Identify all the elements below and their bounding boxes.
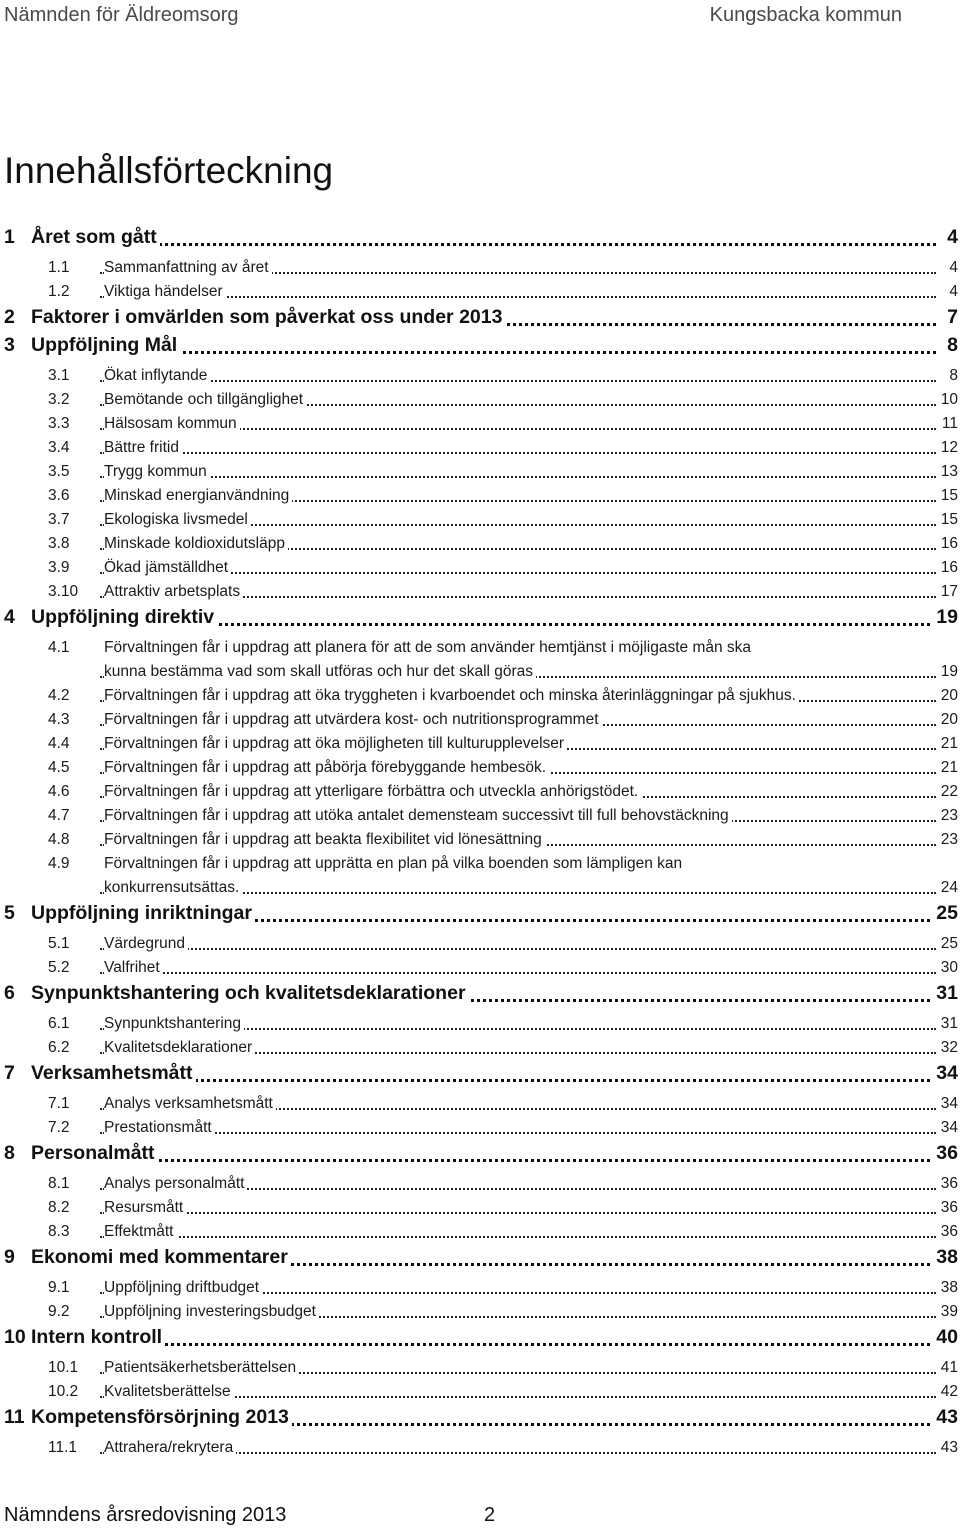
toc-section-entry[interactable] — [0, 388, 960, 412]
toc-entry-title: Förvaltningen får i uppdrag att utvärdera kost- och nutritionsprogrammet — [104, 711, 602, 729]
toc-section-entry[interactable] — [0, 460, 960, 484]
toc-entry-page: 43 — [938, 1439, 958, 1457]
toc-entry-title: Prestationsmått — [104, 1119, 215, 1137]
toc-dot-leader — [100, 1077, 936, 1082]
toc-entry-number: 3 — [4, 334, 15, 356]
toc-entry-number: 9.2 — [48, 1303, 70, 1320]
toc-entry-title: Uppföljning direktiv — [31, 606, 217, 629]
toc-section-entry[interactable] — [0, 556, 960, 580]
toc-section-entry[interactable] — [0, 804, 960, 828]
toc-entry-page: 8 — [946, 367, 958, 385]
toc-entry-number: 2 — [4, 306, 15, 328]
toc-entry-title: Året som gått — [31, 226, 160, 249]
toc-entry-title: Kvalitetsdeklarationer — [104, 1039, 255, 1057]
toc-entry-number: 6 — [4, 982, 15, 1004]
toc-entry-page: 8 — [944, 334, 958, 357]
toc-entry-title: Synpunktshantering och kvalitetsdeklarationer — [31, 982, 469, 1005]
toc-entry-title: Bemötande och tillgänglighet — [104, 391, 306, 409]
toc-dot-leader — [100, 450, 936, 454]
toc-entry-title-continued: konkurrensutsättas. — [104, 879, 242, 897]
toc-entry-page: 21 — [938, 759, 958, 777]
toc-section-entry[interactable] — [0, 708, 960, 732]
toc-section-entry[interactable] — [0, 1356, 960, 1380]
toc-entry-title: Resursmått — [104, 1199, 186, 1217]
toc-entry-number: 7.1 — [48, 1095, 70, 1112]
toc-entry-page: 4 — [946, 283, 958, 301]
toc-section-entry[interactable] — [0, 508, 960, 532]
toc-entry-title: Intern kontroll — [31, 1326, 165, 1349]
toc-entry-title: Hälsosam kommun — [104, 415, 240, 433]
toc-entry-number: 10 — [4, 1326, 26, 1348]
toc-entry-number: 3.9 — [48, 559, 70, 576]
footer-page-number: 2 — [484, 1504, 496, 1526]
toc-entry-title: Förvaltningen får i uppdrag att planera för att de som använder hemtjänst i möjligaste mån ska — [104, 639, 754, 657]
toc-entry-page: 42 — [938, 1383, 958, 1401]
toc-section-entry[interactable] — [0, 280, 960, 304]
page-title: Innehållsförteckning — [4, 150, 334, 191]
toc-entry-page: 22 — [938, 783, 958, 801]
toc-entry-title: Sammanfattning av året — [104, 259, 272, 277]
toc-entry-number: 4.1 — [48, 639, 70, 656]
toc-section-entry[interactable] — [0, 580, 960, 604]
toc-entry-page: 38 — [933, 1246, 958, 1269]
toc-section-entry[interactable] — [0, 1172, 960, 1196]
toc-entry-page: 11 — [939, 415, 958, 433]
toc-section-entry[interactable] — [0, 412, 960, 436]
toc-entry-page: 36 — [938, 1223, 958, 1241]
toc-entry-title: Synpunktshantering — [104, 1015, 244, 1033]
header-organization: Nämnden för Äldreomsorg — [4, 4, 239, 26]
toc-entry-number: 9.1 — [48, 1279, 70, 1296]
toc-entry-page: 39 — [938, 1303, 958, 1321]
toc-chapter-entry[interactable] — [0, 1244, 960, 1272]
toc-entry-number: 8.1 — [48, 1175, 70, 1192]
toc-section-entry[interactable] — [0, 956, 960, 980]
toc-entry-title: Förvaltningen får i uppdrag att beakta flexibilitet vid lönesättning — [104, 831, 545, 849]
toc-dot-leader — [100, 970, 936, 974]
toc-section-entry[interactable] — [0, 1276, 960, 1300]
header-municipality: Kungsbacka kommun — [709, 4, 902, 26]
toc-entry-title-continued: kunna bestämma vad som skall utföras och hur det skall göras — [104, 663, 536, 681]
toc-dot-leader — [100, 1157, 936, 1162]
toc-entry-number: 4.9 — [48, 855, 70, 872]
toc-entry-title: Uppföljning inriktningar — [31, 902, 255, 925]
toc-entry-page: 40 — [933, 1326, 958, 1349]
toc-entry-title: Analys personalmått — [104, 1175, 247, 1193]
toc-chapter-entry[interactable] — [0, 1324, 960, 1352]
toc-entry-page: 25 — [933, 902, 958, 925]
toc-dot-leader — [100, 946, 936, 950]
toc-entry-number: 7 — [4, 1062, 15, 1084]
toc-entry-page: 4 — [944, 226, 958, 249]
toc-section-entry[interactable] — [0, 852, 960, 900]
toc-entry-title: Uppföljning Mål — [31, 334, 180, 357]
toc-entry-page: 25 — [938, 935, 958, 953]
toc-dot-leader — [100, 1130, 936, 1134]
toc-entry-number: 1 — [4, 226, 15, 248]
toc-entry-number: 1.2 — [48, 283, 70, 300]
table-of-contents — [0, 224, 960, 1460]
toc-entry-page: 21 — [938, 735, 958, 753]
toc-section-entry[interactable] — [0, 1036, 960, 1060]
toc-section-entry[interactable] — [0, 532, 960, 556]
toc-section-entry[interactable] — [0, 1196, 960, 1220]
footer-document-title: Nämndens årsredovisning 2013 — [4, 1504, 287, 1526]
toc-entry-number: 6.1 — [48, 1015, 70, 1032]
toc-entry-page: 12 — [938, 439, 958, 457]
toc-entry-title: Förvaltningen får i uppdrag att upprätta en plan på vilka boenden som lämpligen kan — [104, 855, 685, 873]
toc-entry-number: 4.2 — [48, 687, 70, 704]
toc-entry-number: 5 — [4, 902, 15, 924]
toc-section-entry[interactable] — [0, 1012, 960, 1036]
toc-section-entry[interactable] — [0, 1116, 960, 1140]
toc-entry-title: Analys verksamhetsmått — [104, 1095, 276, 1113]
toc-entry-number: 3.4 — [48, 439, 70, 456]
toc-entry-number: 3.6 — [48, 487, 70, 504]
toc-dot-leader — [100, 1210, 936, 1214]
toc-entry-number: 4.6 — [48, 783, 70, 800]
toc-chapter-entry[interactable] — [0, 224, 960, 252]
toc-section-entry[interactable] — [0, 932, 960, 956]
toc-section-entry[interactable] — [0, 436, 960, 460]
toc-entry-page: 30 — [938, 959, 958, 977]
toc-entry-page: 36 — [938, 1199, 958, 1217]
toc-entry-number: 3.8 — [48, 535, 70, 552]
toc-entry-page: 16 — [938, 559, 958, 577]
toc-entry-number: 7.2 — [48, 1119, 70, 1136]
toc-entry-number: 1.1 — [48, 259, 70, 276]
toc-entry-title: Minskad energianvändning — [104, 487, 292, 505]
toc-entry-title: Effektmått — [104, 1223, 177, 1241]
toc-section-entry[interactable] — [0, 684, 960, 708]
toc-entry-page: 23 — [938, 831, 958, 849]
page-header — [0, 4, 960, 32]
toc-entry-page: 31 — [938, 1015, 958, 1033]
toc-entry-title: Personalmått — [31, 1142, 158, 1165]
toc-entry-title: Kompetensförsörjning 2013 — [31, 1406, 292, 1429]
toc-entry-title: Valfrihet — [104, 959, 163, 977]
toc-entry-title: Förvaltningen får i uppdrag att påbörja förebyggande hembesök. — [104, 759, 549, 777]
toc-entry-page: 19 — [933, 606, 958, 629]
toc-entry-page: 7 — [944, 306, 958, 329]
toc-entry-page: 34 — [938, 1119, 958, 1137]
toc-entry-title: Faktorer i omvärlden som påverkat oss under 2013 — [31, 306, 505, 329]
toc-entry-title: Värdegrund — [104, 935, 188, 953]
toc-entry-page: 31 — [933, 982, 958, 1005]
toc-section-entry[interactable] — [0, 1300, 960, 1324]
toc-entry-title: Ekonomi med kommentarer — [31, 1246, 291, 1269]
toc-entry-page: 41 — [938, 1359, 958, 1377]
toc-entry-number: 3.1 — [48, 367, 70, 384]
toc-entry-page: 34 — [933, 1062, 958, 1085]
toc-section-entry[interactable] — [0, 1220, 960, 1244]
toc-chapter-entry[interactable] — [0, 1060, 960, 1088]
toc-dot-leader — [100, 474, 936, 478]
toc-entry-page: 24 — [938, 879, 958, 897]
toc-entry-title: Viktiga händelser — [104, 283, 226, 301]
toc-entry-page: 34 — [938, 1095, 958, 1113]
toc-section-entry[interactable] — [0, 484, 960, 508]
toc-entry-title: Trygg kommun — [104, 463, 210, 481]
toc-entry-number: 4 — [4, 606, 15, 628]
toc-entry-number: 8.3 — [48, 1223, 70, 1240]
toc-chapter-entry[interactable] — [0, 332, 960, 360]
toc-section-entry[interactable] — [0, 1092, 960, 1116]
toc-entry-number: 8 — [4, 1142, 15, 1164]
toc-entry-title: Kvalitetsberättelse — [104, 1383, 234, 1401]
toc-entry-page: 36 — [933, 1142, 958, 1165]
toc-entry-page: 38 — [938, 1279, 958, 1297]
toc-section-entry[interactable] — [0, 1380, 960, 1404]
toc-entry-title: Bättre fritid — [104, 439, 182, 457]
toc-entry-page: 4 — [946, 259, 958, 277]
toc-entry-number: 6.2 — [48, 1039, 70, 1056]
toc-entry-number: 4.4 — [48, 735, 70, 752]
toc-entry-number: 9 — [4, 1246, 15, 1268]
toc-section-entry[interactable] — [0, 256, 960, 280]
toc-entry-number: 10.2 — [48, 1383, 79, 1400]
toc-entry-page: 19 — [938, 663, 958, 681]
toc-entry-number: 4.5 — [48, 759, 70, 776]
toc-chapter-entry[interactable] — [0, 304, 960, 332]
toc-chapter-entry[interactable] — [0, 1140, 960, 1168]
toc-entry-page: 32 — [938, 1039, 958, 1057]
toc-dot-leader — [100, 349, 936, 354]
toc-entry-title: Förvaltningen får i uppdrag att öka tryggheten i kvarboendet och minska återinläggningar på sjukhus. — [104, 687, 799, 705]
toc-entry-page: 20 — [938, 687, 958, 705]
toc-entry-page: 43 — [933, 1406, 958, 1429]
toc-dot-leader — [100, 1341, 936, 1346]
toc-entry-number: 3.10 — [48, 583, 79, 600]
toc-entry-number: 10.1 — [48, 1359, 79, 1376]
toc-dot-leader — [100, 241, 936, 246]
page-footer — [4, 1504, 960, 1528]
toc-entry-number: 3.5 — [48, 463, 70, 480]
toc-dot-leader — [100, 1234, 936, 1238]
toc-entry-page: 15 — [938, 511, 958, 529]
toc-chapter-entry[interactable] — [0, 604, 960, 632]
toc-entry-title: Attrahera/rekrytera — [104, 1439, 236, 1457]
toc-entry-title: Förvaltningen får i uppdrag att ytterligare förbättra och utveckla anhörigstödet. — [104, 783, 641, 801]
toc-section-entry[interactable] — [0, 732, 960, 756]
toc-entry-title: Attraktiv arbetsplats — [104, 583, 243, 601]
toc-section-entry[interactable] — [0, 636, 960, 684]
toc-entry-number: 4.8 — [48, 831, 70, 848]
toc-entry-page: 17 — [938, 583, 958, 601]
toc-entry-title: Verksamhetsmått — [31, 1062, 196, 1085]
toc-entry-page: 20 — [938, 711, 958, 729]
toc-entry-title: Ökad jämställdhet — [104, 559, 231, 577]
toc-chapter-entry[interactable] — [0, 1404, 960, 1432]
toc-entry-number: 8.2 — [48, 1199, 70, 1216]
toc-section-entry[interactable] — [0, 828, 960, 852]
toc-dot-leader — [100, 378, 936, 382]
toc-entry-title: Förvaltningen får i uppdrag att utöka antalet demensteam successivt till full behovstäckning — [104, 807, 732, 825]
toc-chapter-entry[interactable] — [0, 980, 960, 1008]
toc-entry-page: 15 — [938, 487, 958, 505]
toc-entry-title: Uppföljning driftbudget — [104, 1279, 262, 1297]
toc-entry-number: 11 — [4, 1406, 25, 1428]
toc-entry-number: 3.7 — [48, 511, 70, 528]
toc-entry-title: Minskade koldioxidutsläpp — [104, 535, 288, 553]
toc-entry-page: 16 — [938, 535, 958, 553]
toc-entry-title: Uppföljning investeringsbudget — [104, 1303, 319, 1321]
toc-entry-page: 23 — [938, 807, 958, 825]
toc-entry-page: 36 — [938, 1175, 958, 1193]
toc-section-entry[interactable] — [0, 756, 960, 780]
toc-entry-number: 5.2 — [48, 959, 70, 976]
toc-entry-title: Förvaltningen får i uppdrag att öka möjligheten till kulturupplevelser — [104, 735, 567, 753]
toc-entry-number: 3.3 — [48, 415, 70, 432]
toc-entry-number: 11.1 — [48, 1439, 78, 1456]
toc-section-entry[interactable] — [0, 364, 960, 388]
toc-entry-number: 4.3 — [48, 711, 70, 728]
toc-section-entry[interactable] — [0, 780, 960, 804]
toc-entry-page: 10 — [938, 391, 958, 409]
toc-entry-page: 13 — [938, 463, 958, 481]
toc-dot-leader — [100, 621, 936, 626]
toc-entry-title: Patientsäkerhetsberättelsen — [104, 1359, 299, 1377]
toc-entry-title: Ekologiska livsmedel — [104, 511, 251, 529]
toc-entry-title: Ökat inflytande — [104, 367, 210, 385]
toc-entry-number: 4.7 — [48, 807, 70, 824]
toc-entry-number: 5.1 — [48, 935, 70, 952]
toc-section-entry[interactable] — [0, 1436, 960, 1460]
toc-chapter-entry[interactable] — [0, 900, 960, 928]
toc-entry-number: 3.2 — [48, 391, 70, 408]
